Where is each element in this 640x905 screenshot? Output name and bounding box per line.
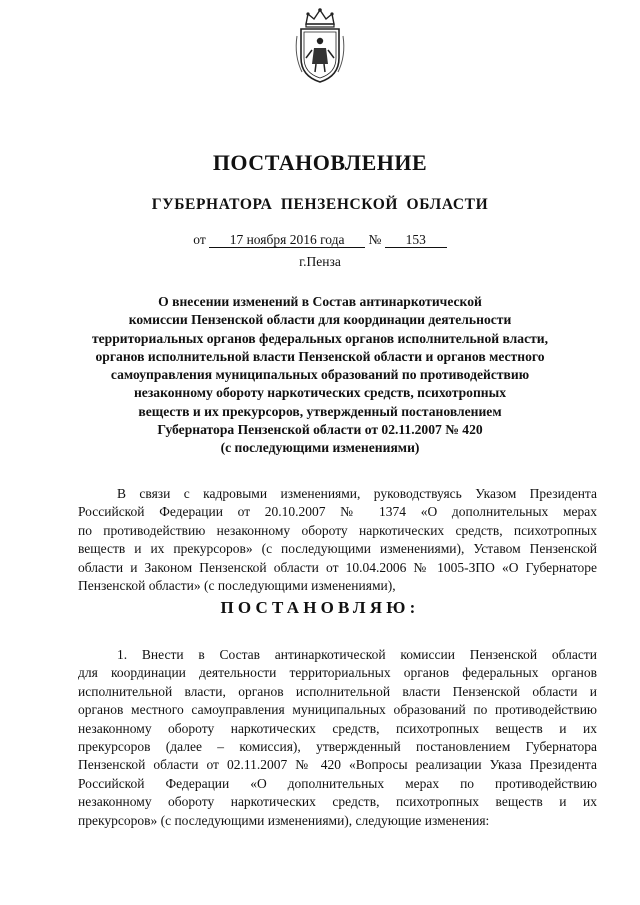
- item-1-line: Российской Федерации «О дополнительных мерах по противодействию: [78, 775, 597, 791]
- item-1-line: для координации деятельности территориальных органов федеральных органов: [78, 665, 597, 681]
- item-1-line: 1. Внести в Состав антинаркотической комиссии Пензенской области: [117, 647, 597, 662]
- preamble-line: Российской Федерации от 20.10.2007 № 1374 «О дополнительных мерах: [78, 504, 597, 520]
- preamble-line: веществ и их прекурсоров» (с последующими изменениями), Уставом Пензенской: [78, 541, 597, 557]
- preamble-line: по противодействию незаконному обороту наркотических средств, психотропных: [78, 522, 597, 538]
- document-date: 17 ноября 2016 года: [209, 232, 365, 248]
- penza-region-coat-of-arms-icon: [292, 6, 348, 86]
- heading-line: веществ и их прекурсоров, утвержденный постановлением: [138, 403, 502, 419]
- document-title: ПОСТАНОВЛЕНИЕ: [212, 150, 428, 175]
- decree-word: ПОСТАНОВЛЯЮ:: [220, 598, 420, 617]
- heading-line: Губернатора Пензенской области от 02.11.2007 № 420: [157, 422, 483, 438]
- heading-line: самоуправления муниципальных образований по противодействию: [110, 367, 530, 383]
- item-1-line: прекурсоров (далее – комиссия), утвержденный постановлением Губернатора: [78, 738, 597, 754]
- heading-line: (с последующими изменениями): [220, 440, 420, 456]
- heading-line: О внесении изменений в Состав антинаркотической: [158, 294, 482, 309]
- number-sign: №: [368, 232, 382, 247]
- heading-line: незаконному обороту наркотических средств, психотропных: [133, 385, 507, 401]
- date-number-line: [0, 232, 640, 248]
- item-1-line: незаконному обороту наркотических средств, психотропных веществ и их: [78, 720, 597, 736]
- item-1-line: исполнительной власти, органов исполнительной власти Пензенской области и: [78, 683, 597, 699]
- date-prefix: от: [193, 232, 206, 247]
- issuer-subtitle: ГУБЕРНАТОРА ПЕНЗЕНСКОЙ ОБЛАСТИ: [151, 196, 489, 213]
- preamble-line: Пензенской области» (с последующими изменениями),: [78, 577, 396, 593]
- city-name: г.Пенза: [299, 254, 341, 269]
- preamble-paragraph: [78, 485, 597, 595]
- item-1-line: Пензенской области от 02.11.2007 № 420 «Вопросы реализации Указа Президента: [78, 757, 597, 773]
- heading-line: комиссии Пензенской области для координации деятельности: [128, 312, 512, 328]
- document-heading: [60, 293, 580, 458]
- item-1-line: незаконному обороту наркотических средств, психотропных веществ и их: [78, 794, 597, 810]
- item-1-paragraph: [78, 646, 597, 830]
- document-number: 153: [385, 232, 447, 248]
- preamble-line: области и Законом Пензенской области от 10.04.2006 № 1005-ЗПО «О Губернаторе: [78, 559, 597, 575]
- heading-line: территориальных органов федеральных органов исполнительной власти,: [91, 330, 549, 346]
- preamble-line: В связи с кадровыми изменениями, руководствуясь Указом Президента: [117, 486, 597, 501]
- heading-line: органов исполнительной власти Пензенской области и органов местного: [95, 348, 545, 364]
- item-1-line: прекурсоров» (с последующими изменениями), следующие изменения:: [78, 812, 490, 828]
- item-1-line: органов местного самоуправления муниципальных образований по противодействию: [78, 702, 597, 718]
